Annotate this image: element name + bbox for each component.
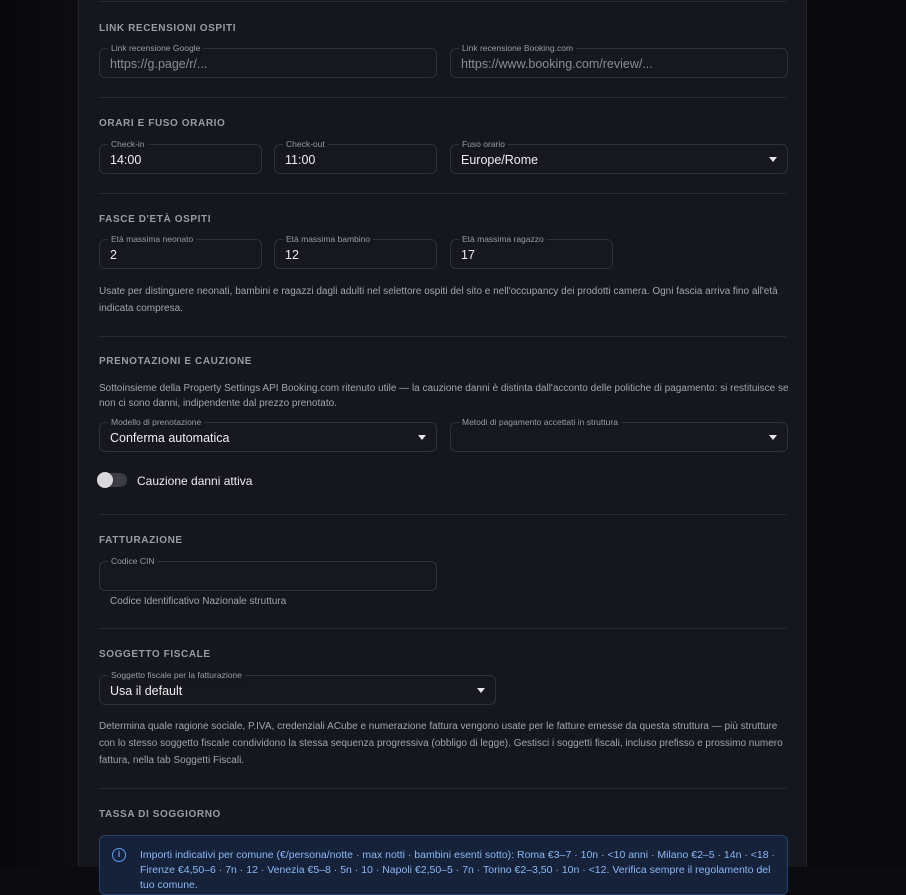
divider: [99, 628, 786, 629]
info-icon: i: [112, 848, 126, 862]
booking-model-select[interactable]: [99, 417, 437, 452]
tax-subject-select[interactable]: [99, 670, 496, 705]
deposit-toggle-label: Cauzione danni attiva: [137, 474, 253, 488]
divider: [99, 788, 786, 789]
divider: [99, 193, 786, 194]
cin-helper-text: Codice Identificativo Nazionale struttura: [110, 596, 287, 607]
teen-age-label: Età massima ragazzo: [459, 234, 547, 245]
infant-age-value: 2: [110, 248, 117, 262]
divider: [99, 514, 786, 515]
cin-input[interactable]: [99, 556, 437, 591]
payment-methods-select[interactable]: [450, 417, 788, 452]
tax-subject-label: Soggetto fiscale per la fatturazione: [108, 670, 245, 681]
booking-model-label: Modello di prenotazione: [108, 417, 204, 428]
infant-age-input[interactable]: [99, 234, 262, 269]
google-review-input[interactable]: [99, 43, 437, 78]
checkout-label: Check-out: [283, 139, 328, 150]
booking-review-input[interactable]: [450, 43, 788, 78]
page-background-left: [0, 0, 78, 867]
section-title-tax-subject: SOGGETTO FISCALE: [99, 649, 211, 660]
child-age-input[interactable]: [274, 234, 437, 269]
ages-description: Usate per distinguere neonati, bambini e ragazzi dagli adulti nel selettore ospiti del sito e nell'occupancy dei prodotti camera. Ogni fascia arriva fino all'età indicata compresa.: [99, 286, 778, 314]
deposit-toggle[interactable]: [97, 473, 127, 487]
payment-methods-label: Metodi di pagamento accettati in struttura: [459, 417, 621, 428]
checkout-input[interactable]: [274, 139, 437, 174]
booking-review-label: Link recensione Booking.com: [459, 43, 576, 54]
caret-down-icon: [769, 157, 777, 162]
section-title-tourist-tax: TASSA DI SOGGIORNO: [99, 809, 221, 820]
tax-subject-description: Determina quale ragione sociale, P.IVA, credenziali ACube e numerazione fattura vengono usate per le fatture emesse da questa struttura — più strutture con lo stesso soggetto fiscale condividono la stessa sequenza progressiva (obbligo di legge). Gestisci i soggetti fiscali, incluso prefisso e prossimo numero fattura, nella tab Soggetti Fiscali.: [99, 721, 783, 766]
divider: [99, 336, 786, 337]
teen-age-input[interactable]: [450, 234, 613, 269]
timezone-label: Fuso orario: [459, 139, 508, 150]
booking-model-value: Conferma automatica: [110, 431, 230, 445]
cin-label: Codice CIN: [108, 556, 157, 567]
section-title-reviews: LINK RECENSIONI OSPITI: [99, 23, 237, 34]
tax-subject-value: Usa il default: [110, 684, 183, 698]
google-review-label: Link recensione Google: [108, 43, 203, 54]
booking-review-placeholder: https://www.booking.com/review/...: [461, 57, 653, 71]
tourist-tax-info-text: Importi indicativi per comune (€/persona/notte · max notti · bambini esenti sotto): Roma €3–7 · 10n · <10 anni · Milano €2–5 · 14n · <18 · Firenze €4,50–6 · 7n · 12 · Venezia €5–8 · 5n · 10 · Napoli €2,50–5 · 7n · Torino €2–3,50 · 10n · <12. Verifica sempre il regolamento del tuo comune.: [140, 849, 775, 891]
checkin-input[interactable]: [99, 139, 262, 174]
settings-panel: [78, 0, 807, 891]
bookings-description: Sottoinsieme della Property Settings API Booking.com ritenuto utile — la cauzione danni è distinta dall'acconto delle politiche di pagamento: si restituisce se non ci sono danni, indipendente dal prezzo prenotato.: [99, 383, 789, 409]
infant-age-label: Età massima neonato: [108, 234, 196, 245]
page-background-right: [806, 0, 906, 867]
tourist-tax-info-box: [99, 835, 788, 895]
divider: [99, 97, 786, 98]
child-age-value: 12: [285, 248, 299, 262]
google-review-placeholder: https://g.page/r/...: [110, 57, 208, 71]
section-title-billing: FATTURAZIONE: [99, 535, 183, 546]
caret-down-icon: [477, 688, 485, 693]
teen-age-value: 17: [461, 248, 475, 262]
checkin-label: Check-in: [108, 139, 148, 150]
caret-down-icon: [769, 435, 777, 440]
child-age-label: Età massima bambino: [283, 234, 373, 245]
timezone-value: Europe/Rome: [461, 153, 539, 167]
section-title-hours: ORARI E FUSO ORARIO: [99, 118, 226, 129]
checkout-value: 11:00: [285, 153, 316, 167]
timezone-select[interactable]: [450, 139, 788, 174]
checkin-value: 14:00: [110, 153, 142, 167]
divider: [99, 1, 786, 2]
caret-down-icon: [418, 435, 426, 440]
section-title-ages: FASCE D'ETÀ OSPITI: [99, 214, 212, 225]
section-title-bookings: PRENOTAZIONI E CAUZIONE: [99, 356, 253, 367]
toggle-knob: [97, 472, 113, 488]
